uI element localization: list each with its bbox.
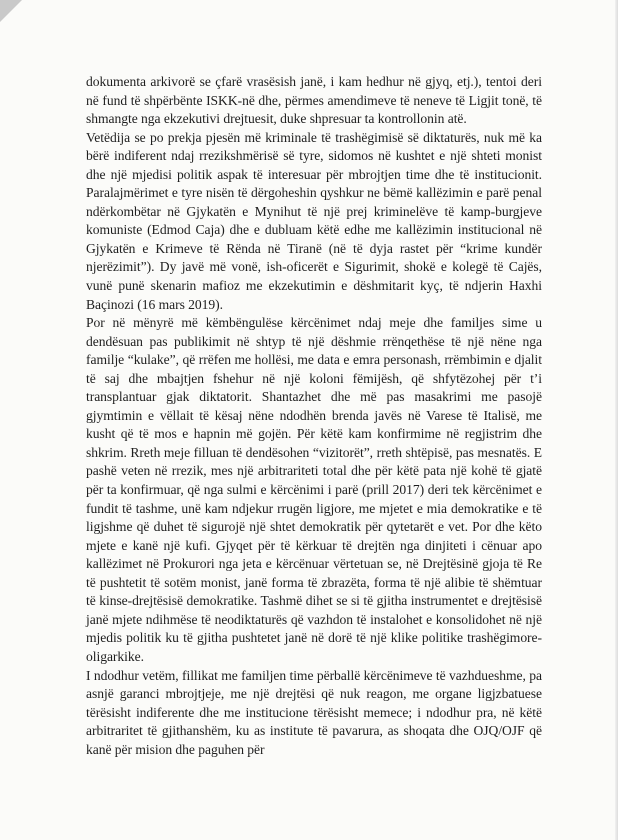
document-body (86, 73, 542, 759)
paragraph-2: Vetëdija se po prekja pjesën më kriminale të trashëgimisë së diktaturës, nuk më ka bërë indiferent ndaj rrezikshmërisë së tyre, sidomos në kushtet e një shteti monist dhe një mjedisi politik aspak të interesuar për mbrojtjen time dhe të institucionit. Paralajmërimet e tyre nisën të dërgoheshin qyshkur ne bëmë kallëzimin e parë penal ndërkombëtar në Gjykatën e Mynihut të një prej kriminelëve të kamp-burgjeve komuniste (Edmod Caja) dhe e dubluam këtë edhe me kallëzimin institucional në Gjykatën e Krimeve të Rënda në Tiranë (në të dyja rastet për “krime kundër njerëzimit”). Dy javë më vonë, ish-oficerët e Sigurimit, shokë e kolegë të Cajës, vunë punë skenarin mafioz me ekzekutimin e dëshmitarit kyç, të ndjerin Haxhi Baçinozi (16 mars 2019). (86, 129, 542, 312)
page-corner-fold (0, 0, 22, 22)
paragraph-1: dokumenta arkivorë se çfarë vrasësish janë, i kam hedhur në gjyq, etj.), tentoi deri në fund të shpërbënte ISKK-në dhe, përmes amendimeve të neneve të Ligjit tonë, të shmangte nga ekzekutivi drejtuesit, duke shpresuar ta kontrollonin atë. (86, 74, 542, 127)
paragraph-3: Por në mënyrë më këmbëngulëse kërcënimet ndaj meje dhe familjes sime u dendësuan pas publikimit në shtyp të një dëshmie rrënqethëse të një nëne nga familje “kulake”, që rrëfen me hollësi, me data e emra personash, rrëmbimin e djalit të saj dhe mbajtjen fshehur në një koloni fëmijësh, që shfytëzohej për t’i transplantuar gjak diktatorit. Shantazhet dhe më pas masakrimi me pasojë gjymtimin e vëllait të kësaj nëne ndodhën brenda javës në Varese të Italisë, me kusht që të mos e hapnin më gojën. Për këtë kam konfirmime në regjistrim dhe shkrim. Rreth meje filluan të dendësohen “vizitorët”, rreth shtëpisë, pas mesnatës. E pashë veten në rrezik, mes një arbitrariteti total dhe për këtë pata një kohë të gjatë për ta konfirmuar, që nga sulmi e kërcënimi i parë (prill 2017) deri tek kërcënimet e fundit të tashme, unë kam ndjekur rrugën ligjore, me mjetet e mia demokratike e të ligjshme që duhet të sigurojë një shtet demokratik për qytetarët e vet. Por dhe këto mjete e kanë një kufi. Gjyqet për të kërkuar të drejtën nga dinjiteti i cënuar apo kallëzimet në Prokurori nga jeta e kërcënuar vërtetuan se, në Drejtësinë gjoja të Re të pushtetit të sotëm monist, janë forma të zbrazëta, forma të një alibie të shëmtuar të kinse-drejtësisë demokratike. Tashmë dihet se si të gjitha instrumentet e drejtësisë janë mjete ndihmëse të neodiktaturës që vazhdon të instalohet e konsolidohet në një mjedis politik ku të gjitha pushtetet janë në dorë të një klike politike trashëgimore-oligarkike. (86, 315, 542, 664)
paragraph-4: I ndodhur vetëm, fillikat me familjen time përballë kërcënimeve të vazhdueshme, pa asnjë garanci mbrojtjeje, me një drejtësi që nuk reagon, me organe ligjzbatuese tërësisht indiferente dhe me institucione tërësisht memece; i ndodhur pra, në këtë arbitraritet të gjithanshëm, ku as institute të pavarura, as shoqata dhe OJQ/OJF që kanë për mision dhe paguhen për (86, 667, 542, 757)
